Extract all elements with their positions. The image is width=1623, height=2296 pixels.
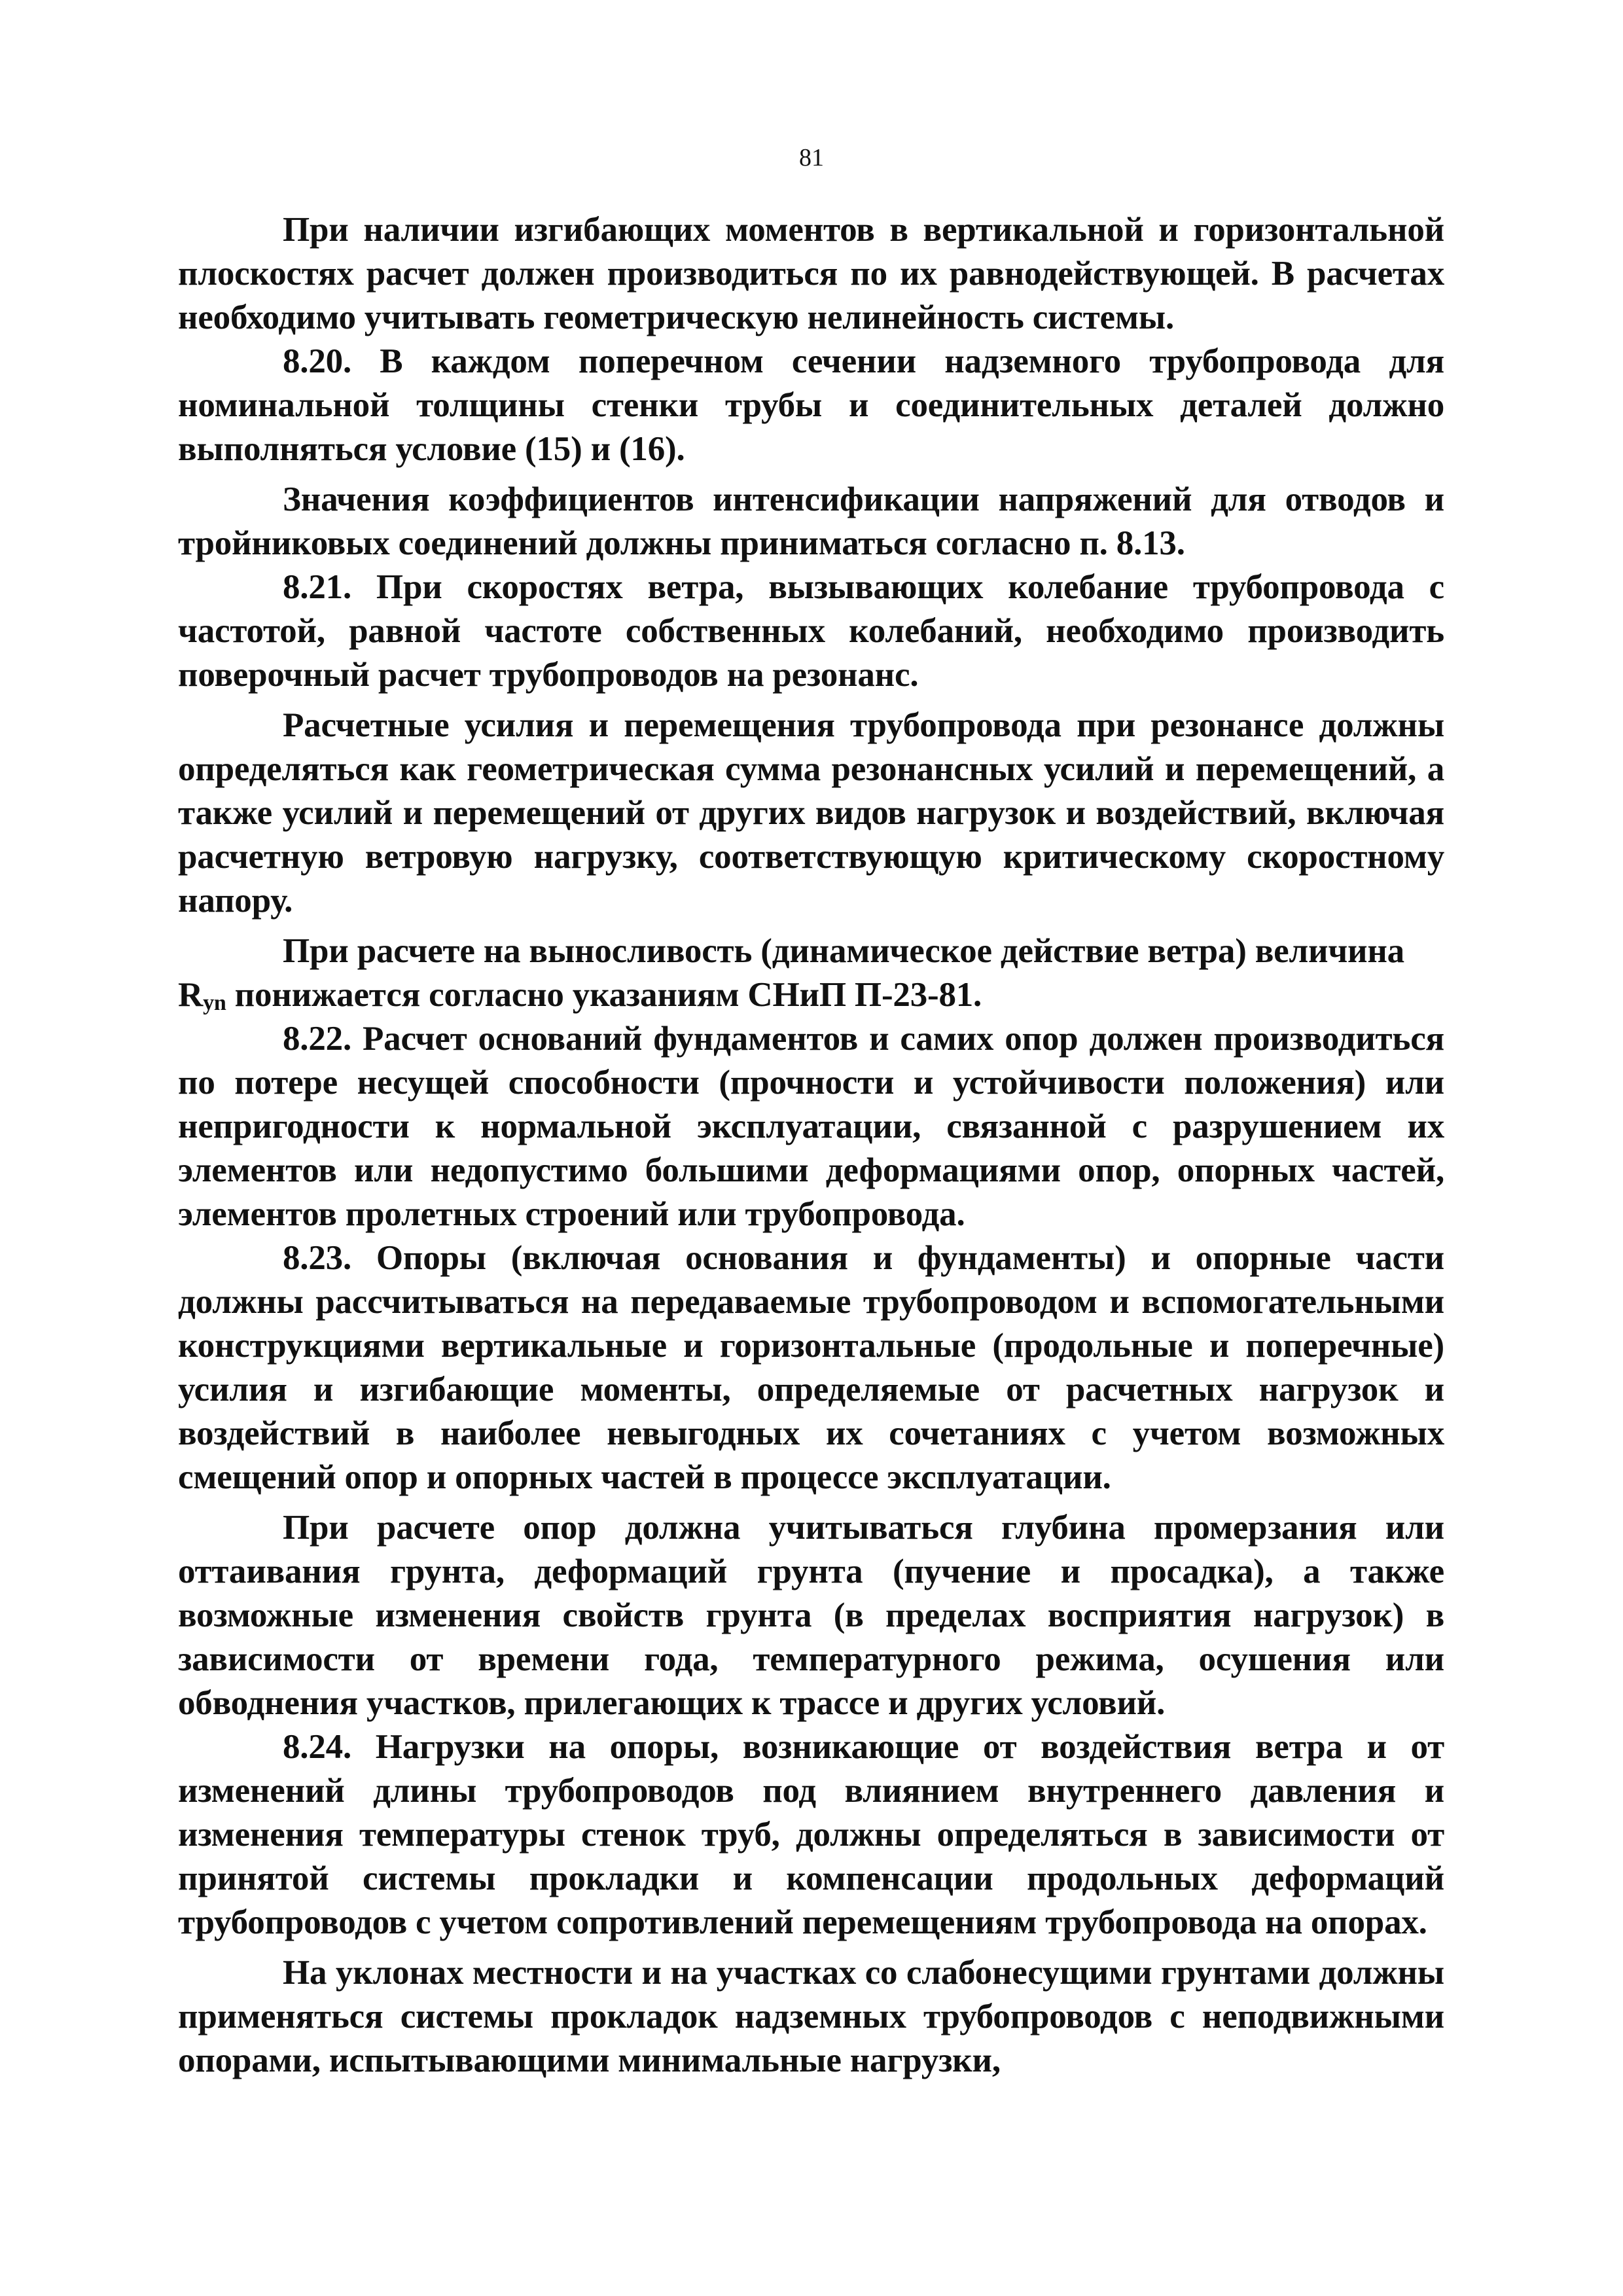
paragraph-text: При расчете на выносливость (динамическое действие ветра) величина xyxy=(283,932,1404,970)
page-number: 81 xyxy=(799,144,824,171)
paragraph: 8.24. Нагрузки на опоры, возникающие от воздействия ветра и от изменений длины трубопроводов под влиянием внутреннего давления и изменения температуры стенок труб, должны определяться в зависимости от принятой системы прокладки и компенсации продольных деформаций трубопроводов с учетом сопротивлений перемещениям трубопровода на опорах. xyxy=(178,1728,1444,1941)
paragraph: На уклонах местности и на участках со слабонесущими грунтами должны применяться системы прокладок надземных трубопроводов с неподвижными опорами, испытывающими минимальные нагрузки, xyxy=(178,1954,1444,2079)
ryn-rest-text: понижается согласно указаниям СНиП П-23-81. xyxy=(226,976,982,1014)
paragraph: Расчетные усилия и перемещения трубопровода при резонансе должны определяться как геометрическая сумма резонансных усилий и перемещений, а также усилий и перемещений от других видов нагрузок и воздействий, включая расчетную ветровую нагрузку, соответствующую критическому скоростному напору. xyxy=(178,706,1444,920)
ryn-symbol xyxy=(178,976,226,1014)
paragraph: Значения коэффициентов интенсификации напряжений для отводов и тройниковых соединений должны приниматься согласно п. 8.13. xyxy=(178,480,1444,562)
paragraph: 8.23. Опоры (включая основания и фундаменты) и опорные части должны рассчитываться на передаваемые трубопроводом и вспомогательными конструкциями вертикальные и горизонтальные (продольные и поперечные) усилия и изгибающие моменты, определяемые от расчетных нагрузок и воздействий в наиболее невыгодных их сочетаниях с учетом возможных смещений опор и опорных частей в процессе эксплуатации. xyxy=(178,1239,1444,1496)
paragraph: При наличии изгибающих моментов в вертикальной и горизонтальной плоскостях расчет должен производиться по их равнодействующей. В расчетах необходимо учитывать геометрическую нелинейность системы. xyxy=(178,211,1444,336)
ryn-subscript: yn xyxy=(203,991,226,1015)
paragraph: 8.20. В каждом поперечном сечении надземного трубопровода для номинальной толщины стенки трубы и соединительных деталей должно выполняться условие (15) и (16). xyxy=(178,342,1444,468)
ryn-base: R xyxy=(178,976,204,1014)
paragraph: 8.22. Расчет оснований фундаментов и самих опор должен производиться по потере несущей способности (прочности и устойчивости положения) или непригодности к нормальной эксплуатации, связанной с разрушением их элементов или недопустимо большими деформациями опор, опорных частей, элементов пролетных строений или трубопровода. xyxy=(178,1020,1444,1233)
paragraph-with-formula xyxy=(178,929,1444,1017)
paragraph: 8.21. При скоростях ветра, вызывающих колебание трубопровода с частотой, равной частоте собственных колебаний, необходимо производить поверочный расчет трубопроводов на резонанс. xyxy=(178,568,1444,694)
paragraph: При расчете опор должна учитываться глубина промерзания или оттаивания грунта, деформаций грунта (пучение и просадка), а также возможные изменения свойств грунта (в пределах восприятия нагрузок) в зависимости от времени года, температурного режима, осушения или обводнения участков, прилегающих к трассе и других условий. xyxy=(178,1509,1444,1722)
document-body xyxy=(178,208,1444,2083)
